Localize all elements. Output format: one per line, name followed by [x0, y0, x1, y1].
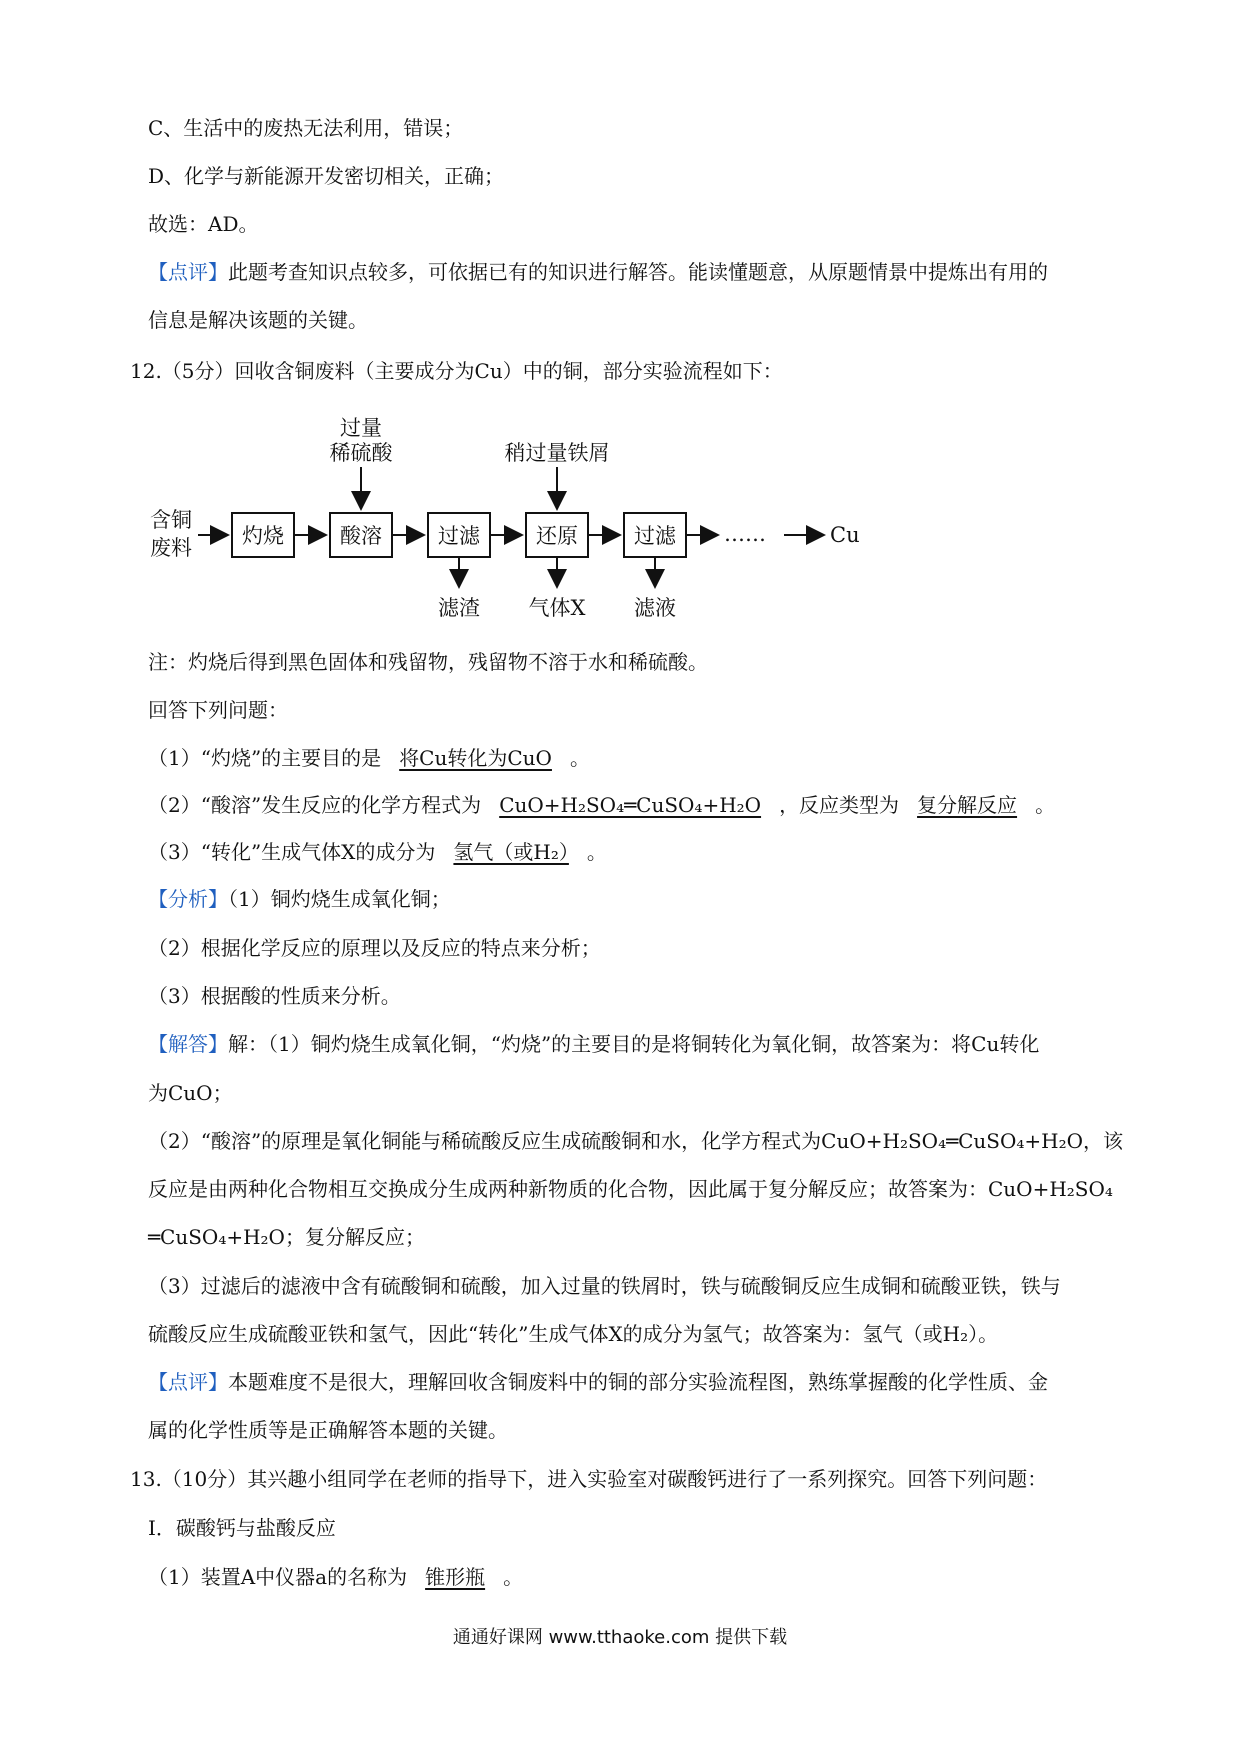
analysis-text-1: （1）铜灼烧生成氧化铜；	[228, 887, 451, 911]
solution-line-2: 为CuO；	[148, 1081, 233, 1105]
flow-ellipsis: ……	[724, 522, 766, 546]
answer-prompt: 回答下列问题：	[148, 698, 288, 722]
comment-11-line	[148, 258, 1048, 286]
solution-line-7: 硫酸反应生成硫酸亚铁和氢气，因此“转化”生成气体X的成分为氢气；故答案为：氢气（或H₂）。	[148, 1322, 999, 1346]
reagent-1-label-2: 稀硫酸	[329, 441, 393, 465]
analysis-line-2: （2）根据化学反应的原理以及反应的特点来分析；	[148, 936, 601, 960]
flow-step-filter-1: 过滤	[438, 524, 480, 548]
q12-2-answer-2: 复分解反应	[917, 793, 1018, 817]
page-footer: 通通好课网 www.tthaoke.com 提供下载	[452, 1627, 788, 1648]
option-d-line: D、化学与新能源开发密切相关，正确；	[148, 164, 505, 188]
comment-12-line	[148, 1368, 1048, 1396]
q13-1-end: 。	[503, 1565, 524, 1589]
flow-product: Cu	[830, 523, 860, 547]
comment-tag: 【点评】	[148, 260, 228, 284]
comment-11-line-2: 信息是解决该题的关键。	[148, 308, 368, 332]
comment-12-line-2: 属的化学性质等是正确解答本题的关键。	[148, 1418, 508, 1442]
solution-line-5: ═CuSO₄+H₂O；复分解反应；	[148, 1225, 425, 1249]
q12-2-text: （2）“酸溶”发生反应的化学方程式为	[148, 793, 482, 817]
comment-tag: 【点评】	[148, 1370, 228, 1394]
flow-step-filter-2: 过滤	[634, 524, 676, 548]
q13-section-title: Ⅰ．碳酸钙与盐酸反应	[148, 1516, 336, 1540]
reagent-2-label: 稍过量铁屑	[504, 441, 610, 465]
question-12-title: 12.（5分）回收含铜废料（主要成分为Cu）中的铜，部分实验流程如下：	[130, 359, 783, 383]
comment-text: 本题难度不是很大，理解回收含铜废料中的铜的部分实验流程图，熟练掌握酸的化学性质、金	[228, 1370, 1048, 1394]
q12-2-answer: CuO+H₂SO₄═CuSO₄+H₂O	[499, 793, 762, 817]
comment-text: 此题考查知识点较多，可依据已有的知识进行解答。能读懂题意，从原题情景中提炼出有用的	[228, 260, 1048, 284]
flow-start-label-2: 废料	[150, 536, 192, 560]
output-filtrate: 滤液	[634, 596, 676, 620]
flow-step-acid-dissolve: 酸溶	[340, 524, 382, 548]
solution-line-6: （3）过滤后的滤液中含有硫酸铜和硫酸，加入过量的铁屑时，铁与硫酸铜反应生成铜和硫酸亚铁，铁与	[148, 1274, 1061, 1298]
q13-part-1	[148, 1563, 523, 1591]
flow-diagram	[140, 415, 900, 625]
q12-2-end: 。	[1035, 793, 1056, 817]
question-13-title: 13.（10分）其兴趣小组同学在老师的指导下，进入实验室对碳酸钙进行了一系列探究。回答下列问题：	[130, 1467, 1048, 1491]
q12-3-end: 。	[586, 840, 607, 864]
q12-part-2	[148, 791, 1055, 819]
solution-line-1	[148, 1030, 1039, 1058]
q12-part-3	[148, 838, 607, 866]
note-line: 注：灼烧后得到黑色固体和残留物，残留物不溶于水和稀硫酸。	[148, 650, 708, 674]
solution-line-4: 反应是由两种化合物相互交换成分生成两种新物质的化合物，因此属于复分解反应；故答案为：CuO+H₂SO₄	[148, 1177, 1113, 1201]
flow-start-label-1: 含铜	[150, 508, 192, 532]
q12-1-text: （1）“灼烧”的主要目的是	[148, 746, 382, 770]
flow-step-roast: 灼烧	[242, 524, 284, 548]
analysis-line-3: （3）根据酸的性质来分析。	[148, 984, 401, 1008]
output-residue: 滤渣	[438, 596, 480, 620]
solution-line-3: （2）“酸溶”的原理是氧化铜能与稀硫酸反应生成硫酸铜和水，化学方程式为CuO+H₂SO₄═CuSO₄+H₂O，该	[148, 1129, 1124, 1153]
option-c-line: C、生活中的废热无法利用，错误；	[148, 116, 464, 140]
q12-1-end: 。	[569, 746, 590, 770]
q13-1-text: （1）装置A中仪器a的名称为	[148, 1565, 408, 1589]
q12-3-answer: 氢气（或H₂）	[453, 840, 569, 864]
analysis-line-1	[148, 885, 451, 913]
solution-tag: 【解答】	[148, 1032, 228, 1056]
q12-3-text: （3）“转化”生成气体X的成分为	[148, 840, 436, 864]
analysis-tag: 【分析】	[148, 887, 228, 911]
output-gas-x: 气体X	[528, 596, 586, 620]
q12-2-mid: ，反应类型为	[779, 793, 900, 817]
flow-step-reduce: 还原	[536, 524, 578, 548]
q12-part-1	[148, 744, 590, 772]
reagent-1-label-1: 过量	[340, 416, 382, 440]
choice-line: 故选：AD。	[148, 212, 259, 236]
q12-1-answer: 将Cu转化为CuO	[399, 746, 552, 770]
q13-1-answer: 锥形瓶	[425, 1565, 486, 1589]
solution-text-1a: 解：（1）铜灼烧生成氧化铜，“灼烧”的主要目的是将铜转化为氧化铜，故答案为：将Cu转化	[228, 1032, 1040, 1056]
